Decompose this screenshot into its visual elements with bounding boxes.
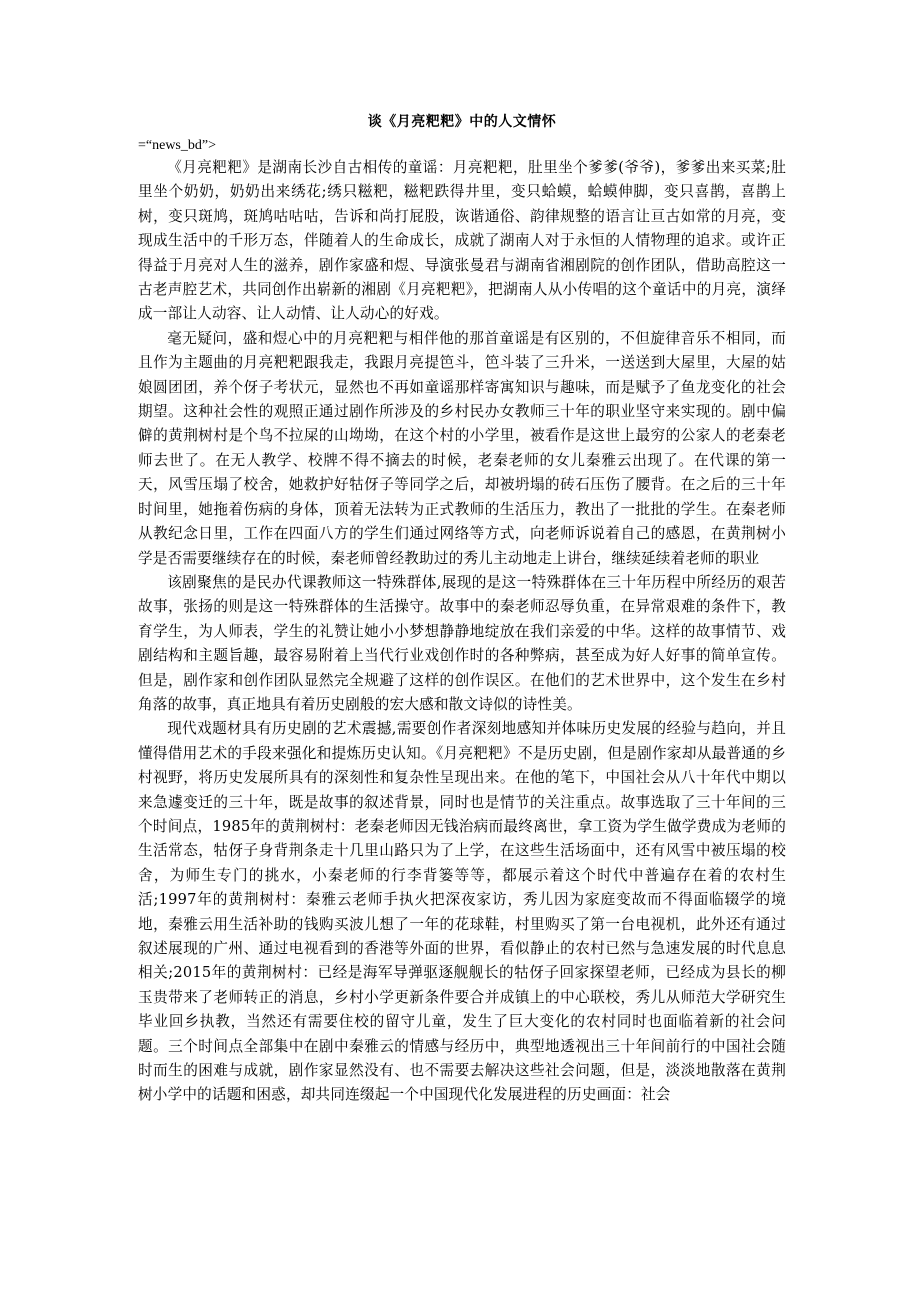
paragraph-3: 该剧聚焦的是民办代课教师这一特殊群体,展现的是这一特殊群体在三十年历程中所经历的艰苦故事，张扬的则是这一特殊群体的生活操守。故事中的秦老师忍辱负重，在异常艰难的条件下，教育学生，为人师表，学生的礼赞让她小小梦想静静地绽放在我们亲爱的中华。这样的故事情节、戏剧结构和主题旨趣，最容易附着上当代行业戏创作时的各种弊病，甚至成为好人好事的简单宣传。但是，剧作家和创作团队显然完全规避了这样的创作误区。在他们的艺术世界中，这个发生在乡村角落的故事，真正地具有着历史剧般的宏大感和散文诗似的诗性美。 bbox=[138, 573, 786, 713]
html-fragment-text: =“news_bd”> bbox=[138, 138, 216, 153]
paragraph-4: 现代戏题材具有历史剧的艺术震撼,需要创作者深刻地感知并体味历史发展的经验与趋向，并且懂得借用艺术的手段来强化和提炼历史认知。《月亮粑粑》不是历史剧，但是剧作家却从最普通的乡村视野，将历史发展所具有的深刻性和复杂性呈现出来。在他的笔下，中国社会从八十年代中期以来急遽变迁的三十年，既是故事的叙述背景，同时也是情节的关注重点。故事选取了三十年间的三个时间点，1985年的黄荆树村：老秦老师因无钱治病而最终离世，拿工资为学生做学费成为老师的生活常态，牯伢子身背荆条走十几里山路只为了上学，在这些生活场面中，还有风雪中被压塌的校舍，为师生专门的挑水，小秦老师的行李背篓等等，都展示着这个时代中普遍存在着的农村生活;1997年的黄荆树村：秦雅云老师手执火把深夜家访，秀儿因为家庭变故而不得面临辍学的境地，秦雅云用生活补助的钱购买波儿想了一年的花球鞋，村里购买了第一台电视机，此外还有通过叙述展现的广州、通过电视看到的香港等外面的世界，看似静止的农村已然与急速发展的时代息息相关;2015年的黄荆树村：已经是海军导弹驱逐舰舰长的牯伢子回家探望老师，已经成为县长的柳玉贵带来了老师转正的消息，乡村小学更新条件要合并成镇上的中心联校，秀儿从师范大学研究生毕业回乡执教，当然还有需要住校的留守儿童，发生了巨大变化的农村同时也面临着新的社会问题。三个时间点全部集中在剧中秦雅云的情感与经历中，典型地透视出三十年间前行的中国社会随时而生的困难与成就，剧作家显然没有、也不需要去解决这些社会问题，但是，淡淡地散落在黄荆树小学中的话题和困惑，却共同连缀起一个中国现代化发展进程的历史画面：社会 bbox=[138, 720, 786, 1104]
paragraph-1: 《月亮粑粑》是湖南长沙自古相传的童谣：月亮粑粑，肚里坐个爹爹(爷爷)，爹爹出来买菜;肚里坐个奶奶，奶奶出来绣花;绣只糍粑，糍粑跌得井里，变只蛤蟆，蛤蟆伸脚，变只喜鹊，喜鹊上树，变只斑鸠，斑鸠咕咕咕，告诉和尚打屁股，诙谐通俗、韵律规整的语言让亘古如常的月亮，变现成生活中的千形万态，伴随着人的生命成长，成就了湖南人对于永恒的人情物理的追求。或许正得益于月亮对人生的滋养，剧作家盛和煜、导演张曼君与湖南省湘剧院的创作团队，借助高腔这一古老声腔艺术，共同创作出崭新的湘剧《月亮粑粑》，把湖南人从小传唱的这个童话中的月亮，演绎成一部让人动容、让人动情、让人动心的好戏。 bbox=[138, 159, 786, 323]
document-page bbox=[138, 112, 786, 1108]
paragraph-2: 毫无疑问，盛和煜心中的月亮粑粑与相伴他的那首童谣是有区别的，不但旋律音乐不相同，而且作为主题曲的月亮粑粑跟我走，我跟月亮提笆斗，笆斗装了三升米，一送送到大屋里，大屋的姑娘圆团团，养个伢子考状元，显然也不再如童谣那样寄寓知识与趣味，而是赋予了鱼龙变化的社会期望。这种社会性的观照正通过剧作所涉及的乡村民办女教师三十年的职业坚守来实现的。剧中偏僻的黄荆树村是个鸟不拉屎的山坳坳，在这个村的小学里，被看作是这世上最穷的公家人的老秦老师去世了。在无人教学、校牌不得不摘去的时候，老秦老师的女儿秦雅云出现了。在代课的第一天，风雪压塌了校舍，她救护好牯伢子等同学之后，却被坍塌的砖石压伤了腰背。在之后的三十年时间里，她拖着伤病的身体，顶着无法转为正式教师的生活压力，教出了一批批的学生。在秦老师从教纪念日里，工作在四面八方的学生们通过网络等方式，向老师诉说着自己的感恩，在黄荆树小学是否需要继续存在的时候，秦老师曾经教助过的秀儿主动地走上讲台，继续延续着老师的职业 bbox=[138, 329, 786, 567]
article-title: 谈《月亮粑粑》中的人文情怀 bbox=[367, 114, 557, 130]
